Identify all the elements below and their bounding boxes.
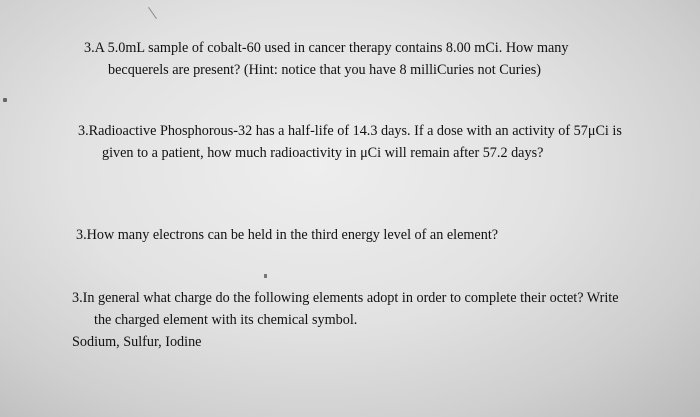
question-text: the charged element with its chemical symbol.: [94, 312, 358, 328]
question-text: given to a patient, how much radioactivity in μCi will remain after 57.2 days?: [102, 145, 544, 161]
question-text: 3.In general what charge do the following elements adopt in order to complete their octet? Write: [72, 290, 619, 306]
question-text: 3.How many electrons can be held in the third energy level of an element?: [76, 227, 499, 243]
question-text: 3.A 5.0mL sample of cobalt-60 used in cancer therapy contains 8.00 mCi. How many: [84, 40, 569, 56]
question-cobalt-60: [84, 37, 569, 81]
pen-mark: [3, 98, 7, 102]
pen-mark: [264, 274, 267, 278]
question-electrons: [76, 224, 498, 246]
pen-mark: [148, 7, 157, 19]
question-phosphorous-32: [78, 120, 622, 164]
element-list: Sodium, Sulfur, Iodine: [72, 334, 202, 350]
question-octet-charge: [72, 287, 619, 353]
question-text: becquerels are present? (Hint: notice that you have 8 milliCuries not Curies): [108, 62, 541, 78]
question-text: 3.Radioactive Phosphorous-32 has a half-life of 14.3 days. If a dose with an activity of 57μCi is: [78, 123, 622, 139]
